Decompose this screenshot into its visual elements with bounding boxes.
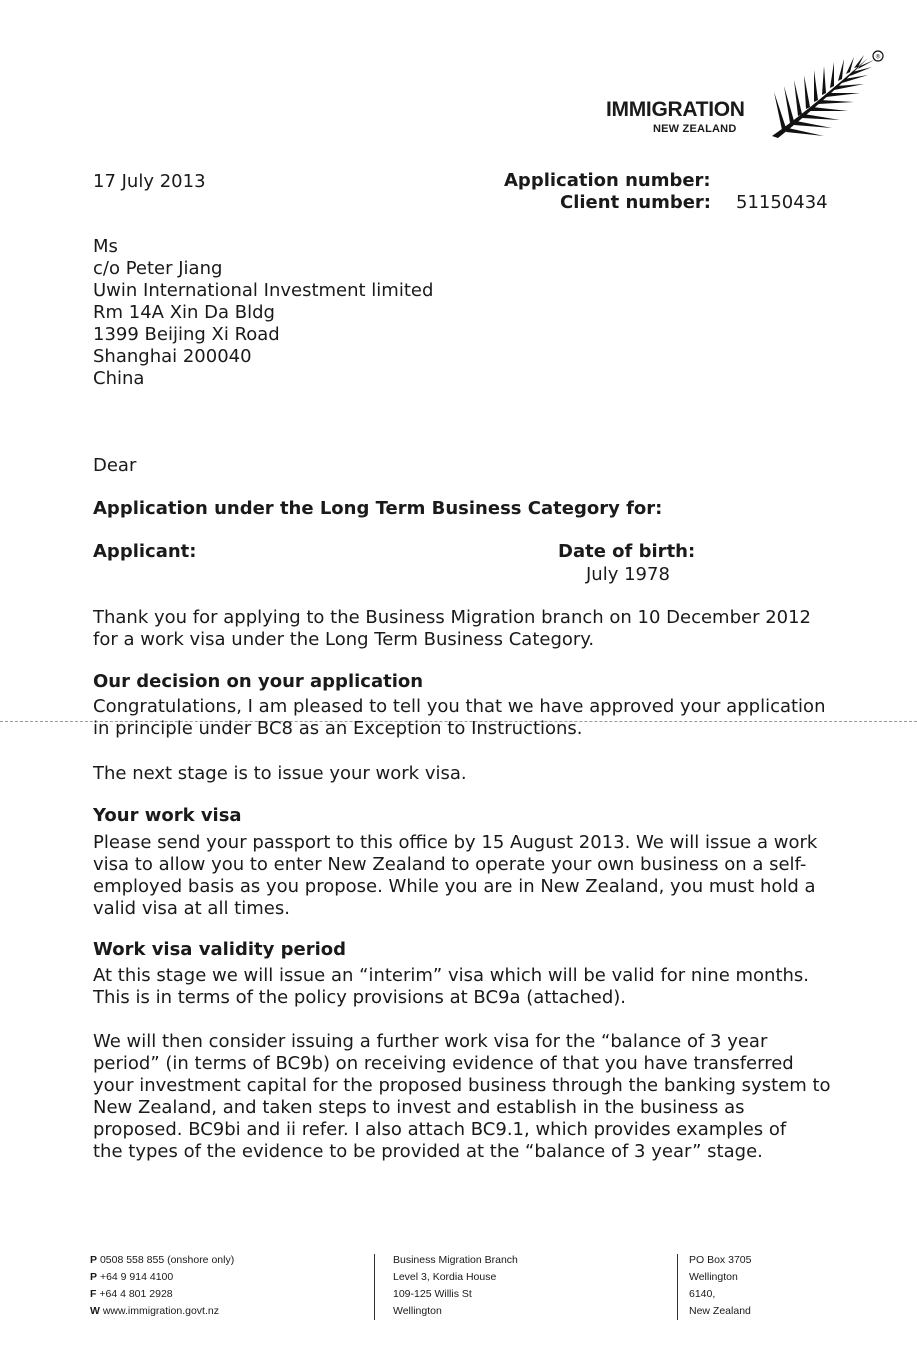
balance-line: We will then consider issuing a further work visa for the “balance of 3 year <box>93 1031 768 1052</box>
contact-key: P <box>90 1271 98 1283</box>
contact-value: +64 9 914 4100 <box>99 1271 174 1283</box>
client-number-label: Client number: <box>560 192 711 213</box>
address-line: Rm 14A Xin Da Bldg <box>93 302 275 323</box>
letter-heading: Application under the Long Term Business Category for: <box>93 498 663 519</box>
address-line: Uwin International Investment limited <box>93 280 434 301</box>
office-line: Wellington <box>393 1305 442 1317</box>
balance-line: proposed. BC9bi and ii refer. I also attach BC9.1, which provides examples of <box>93 1119 787 1140</box>
work-visa-line: valid visa at all times. <box>93 898 290 919</box>
logo-wordmark: IMMIGRATION <box>606 98 745 121</box>
work-visa-line: employed basis as you propose. While you are in New Zealand, you must hold a <box>93 876 816 897</box>
intro-line: for a work visa under the Long Term Business Category. <box>93 629 595 650</box>
work-visa-paragraph <box>93 832 817 920</box>
address-line: Shanghai 200040 <box>93 346 252 367</box>
balance-line: your investment capital for the proposed business through the banking system to <box>93 1075 831 1096</box>
contact-value: 0508 558 855 (onshore only) <box>99 1254 235 1266</box>
decision-heading: Our decision on your application <box>93 671 424 692</box>
footer-office-address <box>393 1252 518 1320</box>
decision-paragraph <box>93 696 825 740</box>
decision-line: Congratulations, I am pleased to tell you that we have approved your application <box>93 696 826 717</box>
footer-postal-address <box>689 1252 751 1320</box>
postal-line: New Zealand <box>689 1305 751 1317</box>
contact-value: www.immigration.govt.nz <box>102 1305 219 1317</box>
address-line: China <box>93 368 145 389</box>
work-visa-line: Please send your passport to this office by 15 August 2013. We will issue a work <box>93 832 818 853</box>
recipient-address <box>93 236 433 390</box>
address-line: Ms <box>93 236 118 257</box>
balance-line: period” (in terms of BC9b) on receiving evidence of that you have transferred <box>93 1053 794 1074</box>
validity-line: At this stage we will issue an “interim” visa which will be valid for nine months. <box>93 965 810 986</box>
intro-line: Thank you for applying to the Business Migration branch on 10 December 2012 <box>93 607 812 628</box>
validity-paragraph <box>93 965 809 1009</box>
footer-divider <box>374 1254 375 1320</box>
validity-heading: Work visa validity period <box>93 939 346 960</box>
footer-divider <box>677 1254 678 1320</box>
address-line: 1399 Beijing Xi Road <box>93 324 280 345</box>
contact-value: +64 4 801 2928 <box>99 1288 173 1300</box>
dob-value: July 1978 <box>586 564 670 585</box>
next-stage-paragraph: The next stage is to issue your work visa. <box>93 763 467 784</box>
contact-key: F <box>90 1288 97 1300</box>
postal-line: 6140, <box>689 1288 716 1300</box>
balance-line: New Zealand, and taken steps to invest and establish in the business as <box>93 1097 745 1118</box>
letter-date: 17 July 2013 <box>93 171 206 192</box>
application-number-label: Application number: <box>504 170 711 191</box>
logo-subtitle: NEW ZEALAND <box>653 123 737 135</box>
postal-line: Wellington <box>689 1271 738 1283</box>
balance-line: the types of the evidence to be provided at the “balance of 3 year” stage. <box>93 1141 763 1162</box>
office-line: 109-125 Willis St <box>393 1288 472 1300</box>
applicant-label: Applicant: <box>93 541 197 562</box>
work-visa-line: visa to allow you to enter New Zealand to operate your own business on a self- <box>93 854 807 875</box>
client-number-value: 51150434 <box>736 192 828 213</box>
office-line: Level 3, Kordia House <box>393 1271 497 1283</box>
validity-line: This is in terms of the policy provisions at BC9a (attached). <box>93 987 626 1008</box>
salutation: Dear <box>93 455 137 476</box>
balance-paragraph <box>93 1031 831 1163</box>
address-line: c/o Peter Jiang <box>93 258 223 279</box>
work-visa-heading: Your work visa <box>93 805 242 826</box>
contact-key: P <box>90 1254 98 1266</box>
decision-line: in principle under BC8 as an Exception to Instructions. <box>93 718 583 739</box>
office-line: Business Migration Branch <box>393 1254 518 1266</box>
contact-key: W <box>90 1305 100 1317</box>
silver-fern-icon <box>768 48 886 140</box>
dob-label: Date of birth: <box>558 541 696 562</box>
footer-contact <box>90 1252 234 1320</box>
svg-text:®: ® <box>875 53 881 61</box>
intro-paragraph <box>93 607 811 651</box>
postal-line: PO Box 3705 <box>689 1254 752 1266</box>
